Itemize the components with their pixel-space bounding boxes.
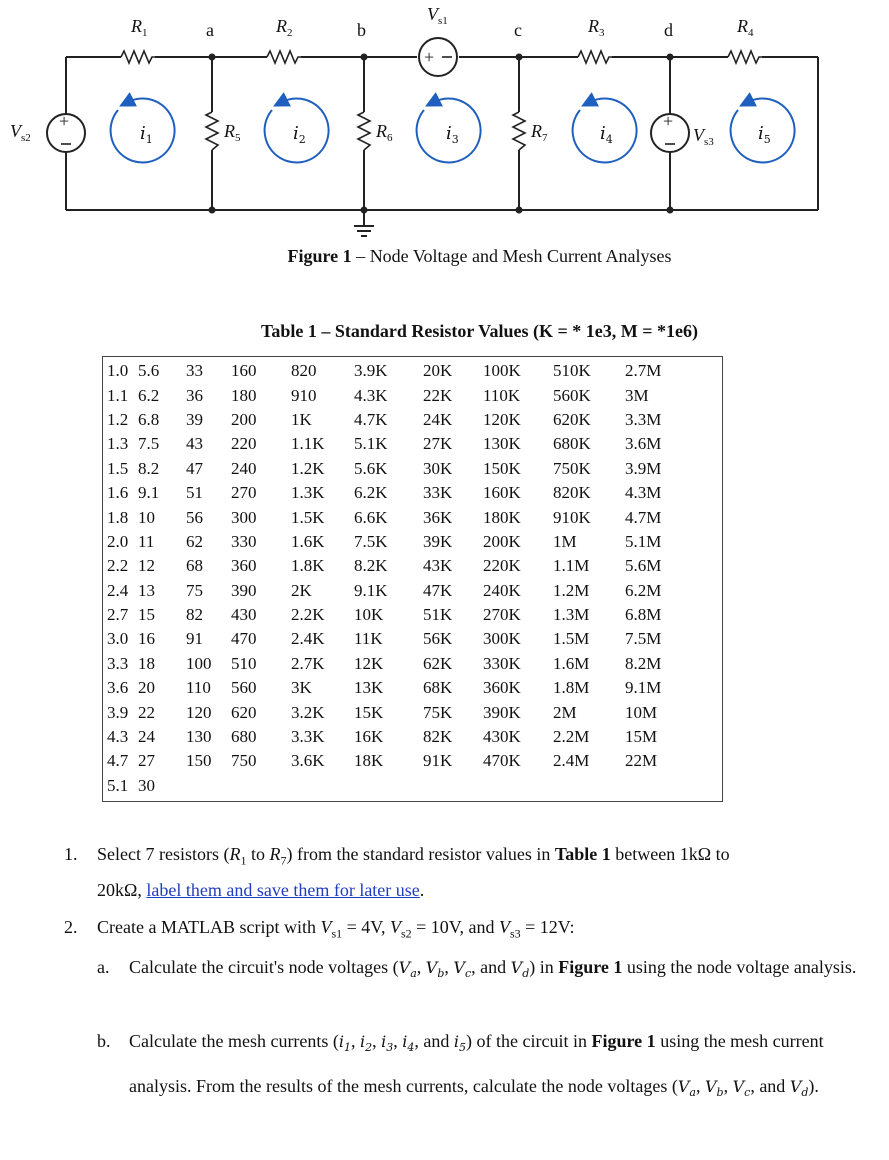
table-cell: 36K xyxy=(423,507,453,527)
table-cell: 1.1 xyxy=(107,385,129,405)
table-cell: 15K xyxy=(354,702,384,722)
table-cell: 10K xyxy=(354,605,384,625)
table-cell: 1.3M xyxy=(553,605,590,625)
table-cell: 1.3 xyxy=(107,434,129,454)
table-cell: 22K xyxy=(423,385,453,405)
table-cell: 1.5 xyxy=(107,458,129,478)
label-r4: $R_4$ xyxy=(737,16,754,39)
table-cell: 3.3K xyxy=(291,727,325,747)
table-cell: 75K xyxy=(423,702,453,722)
table-row xyxy=(107,408,685,432)
table-cell: 15M xyxy=(625,727,658,747)
table-cell: 390K xyxy=(483,702,521,722)
table-cell: 22 xyxy=(138,702,155,722)
source-vs2-symbol xyxy=(47,111,85,152)
svg-text:+: + xyxy=(424,47,435,67)
table-cell: 1.6 xyxy=(107,483,129,503)
table-cell: 3.3M xyxy=(625,409,662,429)
table-cell: 300 xyxy=(231,507,257,527)
question-2b-number: b. xyxy=(97,1031,111,1051)
table-cell: 20 xyxy=(138,678,155,698)
label-node-c: c xyxy=(514,20,522,40)
table-cell: 240K xyxy=(483,580,521,600)
table-cell: 160 xyxy=(231,361,257,381)
table-cell: 2.0 xyxy=(107,531,129,551)
table-cell: 56 xyxy=(186,507,203,527)
table-cell: 56K xyxy=(423,629,453,649)
question-2-number: 2. xyxy=(64,917,78,937)
label-node-d: d xyxy=(664,20,673,40)
table-cell: 16 xyxy=(138,629,155,649)
table-cell: 13 xyxy=(138,580,155,600)
table-cell: 12K xyxy=(354,653,384,673)
table-cell: 100K xyxy=(483,361,521,381)
table-row xyxy=(107,676,685,700)
resistor-r2-symbol xyxy=(267,51,301,63)
table-cell: 2K xyxy=(291,580,312,600)
table-cell: 820K xyxy=(553,483,591,503)
table-cell: 130 xyxy=(186,727,212,747)
table-cell: 5.6M xyxy=(625,556,662,576)
table-cell: 150 xyxy=(186,751,212,771)
table-cell: 3.9K xyxy=(354,361,388,381)
table-cell: 5.1 xyxy=(107,775,129,795)
table-cell: 51K xyxy=(423,605,453,625)
table-cell: 1M xyxy=(553,531,577,551)
table-cell: 200 xyxy=(231,409,257,429)
table-row xyxy=(107,554,685,578)
table-cell: 430 xyxy=(231,605,257,625)
table-cell: 91K xyxy=(423,751,453,771)
table-cell: 6.2M xyxy=(625,580,662,600)
table-cell: 300K xyxy=(483,629,521,649)
table-cell: 1.5M xyxy=(553,629,590,649)
table-cell: 1.8 xyxy=(107,507,129,527)
table-cell: 5.1K xyxy=(354,434,388,454)
table-cell: 330 xyxy=(231,531,257,551)
table-cell: 360 xyxy=(231,556,257,576)
table-cell: 16K xyxy=(354,727,384,747)
table-cell: 3.9M xyxy=(625,458,662,478)
table-cell: 15 xyxy=(138,605,155,625)
table-row xyxy=(107,749,685,773)
table-cell: 3.3 xyxy=(107,653,129,673)
table-row xyxy=(107,481,685,505)
table-cell: 18 xyxy=(138,653,155,673)
table-cell: 2M xyxy=(553,702,577,722)
table-cell: 180 xyxy=(231,385,257,405)
table-cell: 62 xyxy=(186,531,203,551)
table-cell xyxy=(553,774,625,798)
label-i5: $i_5$ xyxy=(758,123,771,146)
table-cell: 1.0 xyxy=(107,361,129,381)
table-cell: 8.2K xyxy=(354,556,388,576)
table-cell: 3K xyxy=(291,678,312,698)
table-cell: 39 xyxy=(186,409,203,429)
table-cell: 150K xyxy=(483,458,521,478)
figure-caption xyxy=(0,246,889,267)
table-cell: 30K xyxy=(423,458,453,478)
table-cell: 75 xyxy=(186,580,203,600)
resistor-r3-symbol xyxy=(578,51,612,63)
table-cell: 6.6K xyxy=(354,507,388,527)
table-cell: 6.8M xyxy=(625,605,662,625)
table-row xyxy=(107,652,685,676)
label-i1: $i_1$ xyxy=(140,123,153,146)
table-cell: 7.5M xyxy=(625,629,662,649)
table-cell: 1.1K xyxy=(291,434,325,454)
table-cell: 620K xyxy=(553,409,591,429)
table-cell: 120 xyxy=(186,702,212,722)
table-cell: 10M xyxy=(625,702,658,722)
table-cell: 560 xyxy=(231,678,257,698)
table-cell: 68K xyxy=(423,678,453,698)
table-row xyxy=(107,359,685,383)
table-cell: 4.7 xyxy=(107,751,129,771)
table-cell: 27 xyxy=(138,751,155,771)
svg-text:+: + xyxy=(663,111,674,131)
question-2b-text: Calculate the mesh currents ($i_1$, $i_2$, $i_3$, $i_4$, and $i_5$) of the circuit in Figure 1 using the mesh current analysis. From the results of the mesh currents, calculate the node voltages ($V_a$, $V_b$, $V_c$, and $V_d$). xyxy=(129,1031,824,1100)
table-cell: 750K xyxy=(553,458,591,478)
table-cell: 39K xyxy=(423,531,453,551)
table-cell: 24 xyxy=(138,727,155,747)
table-cell: 13K xyxy=(354,678,384,698)
figure-caption-label: Figure 1 xyxy=(287,246,352,266)
label-r5: $R_5$ xyxy=(224,121,241,144)
label-node-a: a xyxy=(206,20,214,40)
table-cell: 1.6K xyxy=(291,531,325,551)
table-cell: 2.2K xyxy=(291,605,325,625)
table-row xyxy=(107,457,685,481)
table-cell: 680 xyxy=(231,727,257,747)
label-r1: $R_1$ xyxy=(131,16,148,39)
table-cell: 110 xyxy=(186,678,211,698)
table-cell: 2.4K xyxy=(291,629,325,649)
table-cell: 3.6 xyxy=(107,678,129,698)
table-cell: 5.6K xyxy=(354,458,388,478)
table-cell: 510 xyxy=(231,653,257,673)
table-cell: 33K xyxy=(423,483,453,503)
table-cell: 2.2 xyxy=(107,556,129,576)
table-cell: 62K xyxy=(423,653,453,673)
table-cell: 1.5K xyxy=(291,507,325,527)
table-cell: 47K xyxy=(423,580,453,600)
table-row xyxy=(107,432,685,456)
table-cell: 270 xyxy=(231,483,257,503)
table-cell: 240 xyxy=(231,458,257,478)
table-cell: 11 xyxy=(138,531,155,551)
table-cell: 3M xyxy=(625,385,649,405)
table-cell: 3.0 xyxy=(107,629,129,649)
table-cell: 130K xyxy=(483,434,521,454)
table-cell: 220K xyxy=(483,556,521,576)
label-r3: $R_3$ xyxy=(588,16,605,39)
table-cell: 8.2M xyxy=(625,653,662,673)
table-cell xyxy=(625,774,685,798)
table-cell: 110K xyxy=(483,385,521,405)
svg-text:+: + xyxy=(59,111,70,131)
table-cell: 2.7M xyxy=(625,361,662,381)
table-cell xyxy=(186,774,231,798)
table-cell: 1.2M xyxy=(553,580,590,600)
table-cell: 1.2K xyxy=(291,458,325,478)
label-node-b: b xyxy=(357,20,366,40)
table-cell: 22M xyxy=(625,751,658,771)
table-cell: 1.6M xyxy=(553,653,590,673)
table-cell: 5.6 xyxy=(138,361,160,381)
table-cell: 2.4 xyxy=(107,580,129,600)
label-save-link[interactable]: label them and save them for later use xyxy=(146,880,420,900)
table-cell: 9.1 xyxy=(138,483,160,503)
table-cell: 220 xyxy=(231,434,257,454)
question-1-number: 1. xyxy=(64,844,78,864)
table-cell: 4.3K xyxy=(354,385,388,405)
label-i3: $i_3$ xyxy=(446,123,459,146)
table-row xyxy=(107,579,685,603)
table-cell: 27K xyxy=(423,434,453,454)
table-cell: 3.6K xyxy=(291,751,325,771)
table-cell: 11K xyxy=(354,629,383,649)
table-cell: 2.4M xyxy=(553,751,590,771)
label-i2: $i_2$ xyxy=(293,123,306,146)
table-cell xyxy=(291,774,354,798)
table-cell: 820 xyxy=(291,361,317,381)
table-cell: 2.7K xyxy=(291,653,325,673)
resistor-r1-symbol xyxy=(121,51,155,63)
table-cell: 20K xyxy=(423,361,453,381)
table-cell: 33 xyxy=(186,361,203,381)
question-2a-text: Calculate the circuit's node voltages ($V_a$, $V_b$, $V_c$, and $V_d$) in Figure 1 using the node voltage analysis. xyxy=(129,957,857,981)
resistor-r4-symbol xyxy=(728,51,762,63)
table-cell: 1.1M xyxy=(553,556,590,576)
table-cell: 6.8 xyxy=(138,409,160,429)
question-2a-number: a. xyxy=(97,957,110,977)
table-cell: 560K xyxy=(553,385,591,405)
table-cell: 43K xyxy=(423,556,453,576)
table-cell: 270K xyxy=(483,605,521,625)
table-cell: 1.8K xyxy=(291,556,325,576)
table-cell: 3.9 xyxy=(107,702,129,722)
table-cell: 470K xyxy=(483,751,521,771)
table-cell: 10 xyxy=(138,507,155,527)
label-vs1: $V_{s1}$ xyxy=(427,4,448,27)
table-cell: 82 xyxy=(186,605,203,625)
table-row xyxy=(107,700,685,724)
table-cell: 620 xyxy=(231,702,257,722)
table-cell: 100 xyxy=(186,653,212,673)
table-cell: 9.1K xyxy=(354,580,388,600)
resistor-table xyxy=(102,356,723,802)
table-cell: 910 xyxy=(291,385,317,405)
resistor-r6-symbol xyxy=(358,112,370,150)
table-cell: 7.5K xyxy=(354,531,388,551)
table-cell: 680K xyxy=(553,434,591,454)
table-cell: 47 xyxy=(186,458,203,478)
table-cell: 3.6M xyxy=(625,434,662,454)
table-cell: 4.3 xyxy=(107,727,129,747)
table-row xyxy=(107,774,685,798)
label-r2: $R_2$ xyxy=(276,16,293,39)
question-1-line-1: Select 7 resistors ($R_1$ to $R_7$) from the standard resistor values in Table 1 between 1kΩ to xyxy=(97,844,730,868)
table-cell xyxy=(483,774,553,798)
source-vs3-symbol xyxy=(651,111,689,152)
label-i4: $i_4$ xyxy=(600,123,613,146)
question-1-line-2: 20kΩ, label them and save them for later use. xyxy=(97,880,425,900)
table-cell: 4.3M xyxy=(625,483,662,503)
table-cell: 68 xyxy=(186,556,203,576)
table-cell: 82K xyxy=(423,727,453,747)
label-r6: $R_6$ xyxy=(376,121,393,144)
table-cell: 43 xyxy=(186,434,203,454)
table-cell: 36 xyxy=(186,385,203,405)
table-cell: 1K xyxy=(291,409,312,429)
figure-caption-text: – Node Voltage and Mesh Current Analyses xyxy=(351,246,672,266)
table-cell: 9.1M xyxy=(625,678,662,698)
table-cell: 3.2K xyxy=(291,702,325,722)
table-row xyxy=(107,603,685,627)
table-cell: 4.7K xyxy=(354,409,388,429)
circuit-diagram xyxy=(0,0,889,240)
table-cell: 18K xyxy=(354,751,384,771)
table-title: Table 1 – Standard Resistor Values (K = * 1e3, M = *1e6) xyxy=(260,321,699,341)
table-cell: 180K xyxy=(483,507,521,527)
table-cell: 2.2M xyxy=(553,727,590,747)
table-cell: 910K xyxy=(553,507,591,527)
table-cell: 330K xyxy=(483,653,521,673)
table-cell: 4.7M xyxy=(625,507,662,527)
table-cell: 24K xyxy=(423,409,453,429)
table-cell: 390 xyxy=(231,580,257,600)
label-vs2: $V_{s2}$ xyxy=(10,121,31,144)
table-cell xyxy=(354,774,423,798)
table-row xyxy=(107,530,685,554)
label-vs3: $V_{s3}$ xyxy=(693,125,714,148)
table-cell: 470 xyxy=(231,629,257,649)
table-row xyxy=(107,505,685,529)
table-cell: 8.2 xyxy=(138,458,160,478)
table-row xyxy=(107,627,685,651)
table-cell: 5.1M xyxy=(625,531,662,551)
label-r7: $R_7$ xyxy=(531,121,548,144)
table-cell: 1.3K xyxy=(291,483,325,503)
source-vs1-symbol xyxy=(419,38,457,76)
table-cell: 7.5 xyxy=(138,434,160,454)
table-cell: 750 xyxy=(231,751,257,771)
table-row xyxy=(107,383,685,407)
table-cell: 430K xyxy=(483,727,521,747)
table-cell: 1.8M xyxy=(553,678,590,698)
question-2-text: Create a MATLAB script with $V_{s1} = 4V$, $V_{s2} = 10V$, and $V_{s3} = 12V$: xyxy=(97,917,575,941)
table-cell: 200K xyxy=(483,531,521,551)
table-cell: 12 xyxy=(138,556,155,576)
table-cell: 120K xyxy=(483,409,521,429)
table-cell: 30 xyxy=(138,775,155,795)
table-cell: 360K xyxy=(483,678,521,698)
table-cell: 6.2K xyxy=(354,483,388,503)
table-cell: 510K xyxy=(553,361,591,381)
table-cell: 51 xyxy=(186,483,203,503)
table-cell xyxy=(231,774,291,798)
table-cell: 2.7 xyxy=(107,605,129,625)
table-cell: 160K xyxy=(483,483,521,503)
table-cell xyxy=(423,774,483,798)
table-row xyxy=(107,725,685,749)
table-cell: 91 xyxy=(186,629,203,649)
resistor-r5-symbol xyxy=(206,112,218,150)
resistor-r7-symbol xyxy=(513,112,525,150)
table-cell: 1.2 xyxy=(107,409,129,429)
table-cell: 6.2 xyxy=(138,385,160,405)
